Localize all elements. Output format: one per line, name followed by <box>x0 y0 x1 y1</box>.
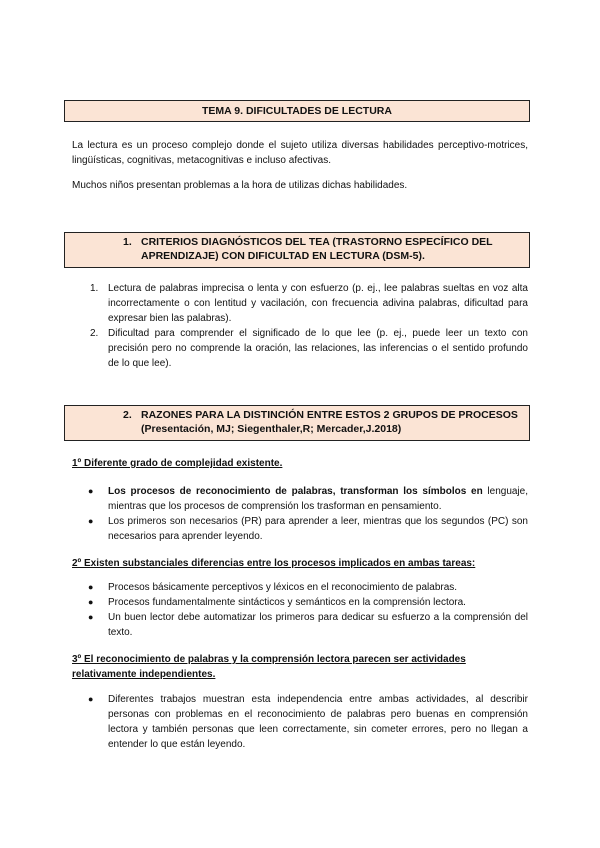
list-item-text: Un buen lector debe automatizar los primeros para dedicar su esfuerzo a la comprensión del texto. <box>108 612 528 638</box>
list-item <box>88 580 528 595</box>
bullet-icon: ● <box>88 516 94 526</box>
intro-paragraph-2: Muchos niños presentan problemas a la hora de utilizas dichas habilidades. <box>72 180 408 191</box>
subsection-1-list <box>88 484 528 544</box>
list-item-number: 1. <box>90 283 99 294</box>
list-item <box>88 595 528 610</box>
intro-paragraph-1: La lectura es un proceso complejo donde el sujeto utiliza diversas habilidades perceptivo-motrices, lingüísticas, cognitivas, metacognitivas e incluso afectivas. <box>72 140 528 166</box>
bullet-icon: ● <box>88 597 94 607</box>
section-1-title: CRITERIOS DIAGNÓSTICOS DEL TEA (TRASTORNO ESPECÍFICO DEL APRENDIZAJE) CON DIFICULTAD EN LECTURA (DSM-5). <box>141 236 493 262</box>
list-item <box>88 484 528 514</box>
list-item-text: lenguaje, mientras que los procesos de comprensión los trasforman en pensamiento. <box>108 486 528 512</box>
list-item <box>88 692 528 752</box>
list-item-text: Los primeros son necesarios (PR) para aprender a leer, mientras que los segundos (PC) son necesarios para aprender leyendo. <box>108 516 528 542</box>
list-item-text: Procesos fundamentalmente sintácticos y semánticos en la comprensión lectora. <box>108 597 466 608</box>
subsection-3-title: 3º El reconocimiento de palabras y la comprensión lectora parecen ser actividades relativamente independientes. <box>72 654 466 680</box>
section-2-heading <box>64 405 530 441</box>
subsection-3-list <box>88 692 528 752</box>
list-item-text: Procesos básicamente perceptivos y léxicos en el reconocimiento de palabras. <box>108 582 458 593</box>
list-item <box>88 610 528 640</box>
bullet-icon: ● <box>88 486 94 496</box>
list-item-text: Lectura de palabras imprecisa o lenta y con esfuerzo (p. ej., lee palabras sueltas en voz alta incorrectamente o con lentitud y vacilación, con frecuencia adivina palabras, dificultad para expresar bien las palabras). <box>108 283 528 324</box>
list-item <box>82 326 528 371</box>
section-2-title: RAZONES PARA LA DISTINCIÓN ENTRE ESTOS 2 GRUPOS DE PROCESOS (Presentación, MJ; Siegenthaler,R; Mercader,J.2018) <box>141 409 518 435</box>
subsection-2-list <box>88 580 528 640</box>
bullet-icon: ● <box>88 582 94 592</box>
section-1-list <box>82 281 528 371</box>
list-item-text: Dificultad para comprender el significado de lo que lee (p. ej., puede leer un texto con precisión pero no comprende la oración, las relaciones, las inferencias o el sentido profundo de lo que lee). <box>108 328 528 369</box>
page-title: TEMA 9. DIFICULTADES DE LECTURA <box>64 100 530 122</box>
section-1-number: 1. <box>123 236 132 248</box>
list-item-bold-text: Los procesos de reconocimiento de palabras, transforman los símbolos en <box>108 486 483 497</box>
subsection-2-title: 2º Existen substanciales diferencias entre los procesos implicados en ambas tareas: <box>72 558 476 569</box>
section-2-number: 2. <box>123 409 132 421</box>
bullet-icon: ● <box>88 612 94 622</box>
list-item <box>82 281 528 326</box>
subsection-1-title: 1º Diferente grado de complejidad existente. <box>72 458 283 469</box>
section-1-heading <box>64 232 530 268</box>
bullet-icon: ● <box>88 694 94 704</box>
list-item-number: 2. <box>90 328 99 339</box>
list-item <box>88 514 528 544</box>
list-item-text: Diferentes trabajos muestran esta independencia entre ambas actividades, al describir personas con problemas en el reconocimiento de palabras pero buenas en comprensión lectora y también personas que leen correctamente, sin cometer errores, pero no llegan a entender lo que están leyendo. <box>108 694 528 750</box>
